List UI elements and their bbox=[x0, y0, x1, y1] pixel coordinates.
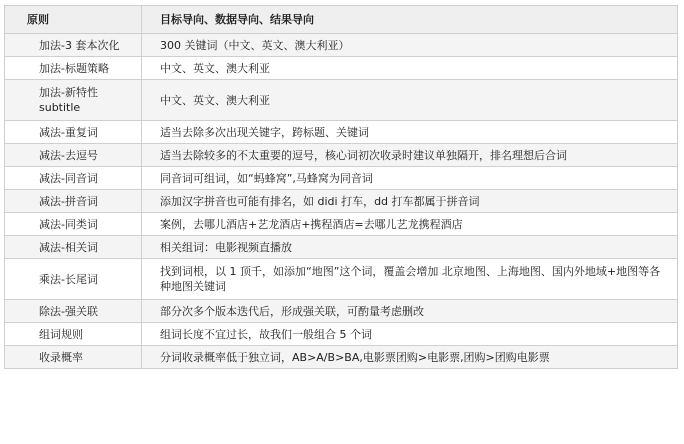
principles-table-container bbox=[4, 5, 678, 369]
row-principle: 收录概率 bbox=[5, 346, 142, 369]
table-row bbox=[5, 34, 678, 57]
table-row bbox=[5, 57, 678, 80]
row-detail: 找到词根，以 1 顶千，如添加“地图”这个词，覆盖会增加 北京地图、上海地图、国内外地域+地图等各种地图关键词 bbox=[142, 259, 678, 300]
row-principle: 除法-强关联 bbox=[5, 300, 142, 323]
row-principle: 减法-相关词 bbox=[5, 236, 142, 259]
table-row bbox=[5, 80, 678, 121]
principles-table bbox=[4, 5, 678, 369]
row-principle: 减法-去逗号 bbox=[5, 144, 142, 167]
row-detail: 适当去除较多的不太重要的逗号，核心词初次收录时建议单独隔开，排名理想后合词 bbox=[142, 144, 678, 167]
row-principle: 减法-同类词 bbox=[5, 213, 142, 236]
row-detail: 案例，去哪儿酒店+艺龙酒店+携程酒店=去哪儿艺龙携程酒店 bbox=[142, 213, 678, 236]
header-principle: 原则 bbox=[5, 6, 142, 34]
row-principle: 组词规则 bbox=[5, 323, 142, 346]
row-detail: 部分次多个版本迭代后，形成强关联，可酌量考虑删改 bbox=[142, 300, 678, 323]
row-principle: 加法-新特性 subtitle bbox=[5, 80, 142, 121]
row-principle: 减法-重复词 bbox=[5, 121, 142, 144]
table-row bbox=[5, 300, 678, 323]
table-row bbox=[5, 323, 678, 346]
row-principle: 加法-3 套本次化 bbox=[5, 34, 142, 57]
row-detail: 300 关键词（中文、英文、澳大利亚） bbox=[142, 34, 678, 57]
row-detail: 组词长度不宜过长，故我们一般组合 5 个词 bbox=[142, 323, 678, 346]
row-principle: 加法-标题策略 bbox=[5, 57, 142, 80]
table-row bbox=[5, 167, 678, 190]
table-row bbox=[5, 121, 678, 144]
table-row bbox=[5, 259, 678, 300]
header-detail: 目标导向、数据导向、结果导向 bbox=[142, 6, 678, 34]
table-header-row bbox=[5, 6, 678, 34]
table-row bbox=[5, 346, 678, 369]
row-detail: 分词收录概率低于独立词，AB>A/B>BA,电影票团购>电影票,团购>团购电影票 bbox=[142, 346, 678, 369]
table-row bbox=[5, 190, 678, 213]
row-detail: 添加汉字拼音也可能有排名，如 didi 打车，dd 打车都属于拼音词 bbox=[142, 190, 678, 213]
row-detail: 中文、英文、澳大利亚 bbox=[142, 80, 678, 121]
row-principle: 减法-同音词 bbox=[5, 167, 142, 190]
row-detail: 适当去除多次出现关键字，跨标题、关键词 bbox=[142, 121, 678, 144]
row-principle: 减法-拼音词 bbox=[5, 190, 142, 213]
row-detail: 中文、英文、澳大利亚 bbox=[142, 57, 678, 80]
row-principle: 乘法-长尾词 bbox=[5, 259, 142, 300]
table-row bbox=[5, 144, 678, 167]
row-detail: 同音词可组词，如“蚂蜂窝”,马蜂窝为同音词 bbox=[142, 167, 678, 190]
table-row bbox=[5, 213, 678, 236]
row-detail: 相关组词：电影视频直播放 bbox=[142, 236, 678, 259]
table-row bbox=[5, 236, 678, 259]
